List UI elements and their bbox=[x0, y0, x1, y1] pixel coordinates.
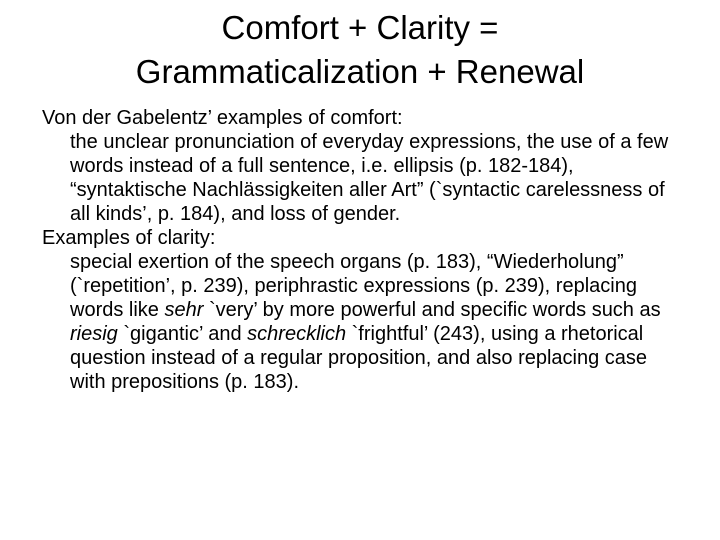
clarity-text-part-2: `very’ by more powerful and specific words such as bbox=[208, 299, 661, 321]
title-line-1: Comfort + Clarity = bbox=[221, 9, 499, 46]
clarity-text-part-4: `frightful’ (243), using a rhetorical question instead of a regular proposition, and also replacing case with prepositions (p. 183). bbox=[70, 323, 648, 393]
word-schrecklich: schrecklich bbox=[247, 323, 347, 345]
comfort-heading: Von der Gabelentz’ examples of comfort: bbox=[42, 107, 403, 129]
slide-title bbox=[20, 6, 700, 94]
clarity-text-part-1: special exertion of the speech organs (p. 183), “Wiederholung” (`repetition’, p. 239), periphrastic expressions (p. 239), replacing words like bbox=[70, 251, 637, 321]
clarity-heading: Examples of clarity: bbox=[42, 227, 216, 249]
comfort-text: the unclear pronunciation of everyday expressions, the use of a few words instead of a full sentence, i.e. ellipsis (p. 182-184), “syntaktische Nachlässigkeiten aller Art” (`syntactic carelessness of all kinds’, p. 184), and loss of gender. bbox=[70, 131, 669, 225]
clarity-text-part-3: `gigantic’ and bbox=[123, 323, 242, 345]
title-line-2: Grammaticalization + Renewal bbox=[135, 53, 585, 90]
word-riesig: riesig bbox=[70, 323, 118, 345]
word-sehr: sehr bbox=[164, 299, 204, 321]
slide-content bbox=[42, 106, 682, 394]
clarity-text bbox=[70, 250, 682, 394]
